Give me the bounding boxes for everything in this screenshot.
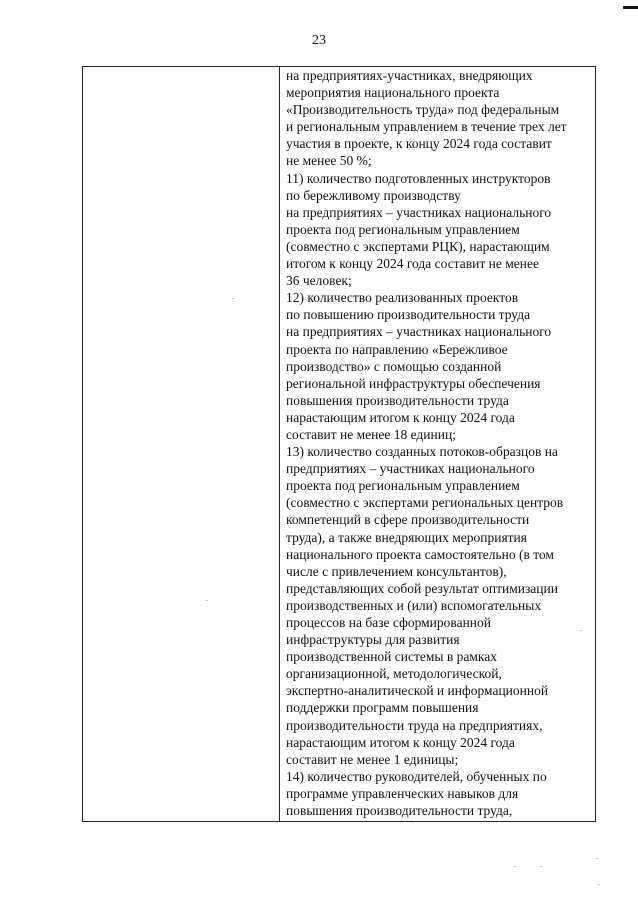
text-line: по бережливому производству (286, 187, 461, 203)
text-line: нарастающим итогом к концу 2024 года (286, 409, 515, 425)
document-table (82, 66, 596, 822)
text-line: организационной, методологической, (286, 666, 502, 682)
text-line: компетенций в сфере производительности (286, 512, 530, 528)
scan-speck (232, 298, 234, 299)
text-line: по повышению производительности труда (286, 307, 531, 323)
text-line: (совместно с экспертами региональных центров (286, 495, 564, 511)
text-line: производство» с помощью созданной (286, 358, 502, 374)
text-line: 12) количество реализованных проектов (286, 290, 519, 306)
text-line: региональной инфраструктуры обеспечения (286, 375, 541, 391)
text-line: составит не менее 18 единиц; (286, 426, 456, 442)
scan-speck (580, 630, 582, 631)
text-line: 36 человек; (286, 273, 352, 289)
text-line: составит не менее 1 единицы; (286, 751, 459, 767)
column-divider (279, 67, 280, 821)
text-line: мероприятия национального проекта (286, 85, 500, 101)
text-line: программе управленческих навыков для (286, 785, 519, 801)
scan-speck (514, 866, 516, 867)
text-line: инфраструктуры для развития (286, 632, 460, 648)
scan-speck (206, 600, 208, 601)
text-line: 13) количество созданных потоков-образцов на (286, 444, 558, 460)
text-line: производственной системы в рамках (286, 649, 497, 665)
text-line: проекта под региональным управлением (286, 221, 520, 237)
scan-speck (598, 884, 600, 885)
text-line: проекта под региональным управлением (286, 478, 520, 494)
scan-corner-mark (623, 6, 638, 9)
text-line: числе с привлечением консультантов), (286, 563, 507, 579)
text-line: и региональным управлением в течение трех лет (286, 119, 567, 135)
text-line: поддержки программ повышения (286, 700, 479, 716)
text-line: производственных и (или) вспомогательных (286, 597, 542, 613)
text-line: национального проекта самостоятельно (в том (286, 546, 554, 562)
scan-speck (596, 858, 598, 859)
text-line: проекта по направлению «Бережливое (286, 341, 508, 357)
text-line: итогом к концу 2024 года составит не менее (286, 256, 539, 272)
text-line: «Производительность труда» под федеральным (286, 102, 560, 118)
text-line: на предприятиях – участниках национального (286, 324, 552, 340)
table-left-cell (83, 67, 279, 821)
text-line: нарастающим итогом к концу 2024 года (286, 734, 515, 750)
page-number: 23 (312, 33, 326, 48)
text-line: участия в проекте, к концу 2024 года составит (286, 136, 552, 152)
text-line: повышения производительности труда, (286, 803, 513, 819)
text-line: процессов на базе сформированной (286, 615, 491, 630)
text-line: повышения производительности труда (286, 392, 509, 408)
text-line: труда), а также внедряющих мероприятия (286, 529, 527, 545)
table-right-cell (286, 67, 594, 819)
text-line: на предприятиях-участниках, внедряющих (286, 68, 533, 83)
text-line: 14) количество руководителей, обученных по (286, 768, 547, 784)
text-line: экспертно-аналитической и информационной (286, 683, 549, 699)
scan-speck (540, 866, 542, 867)
text-line: не менее 50 %; (286, 153, 372, 169)
text-line: производительности труда на предприятиях, (286, 717, 543, 733)
text-line: предприятиях – участниках национального (286, 461, 535, 477)
text-line: на предприятиях – участниках национального (286, 204, 552, 220)
text-line: 11) количество подготовленных инструкторов (286, 170, 551, 186)
text-line: представляющих собой результат оптимизации (286, 580, 558, 596)
text-line: (совместно с экспертами РЦК), нарастающим (286, 238, 550, 254)
